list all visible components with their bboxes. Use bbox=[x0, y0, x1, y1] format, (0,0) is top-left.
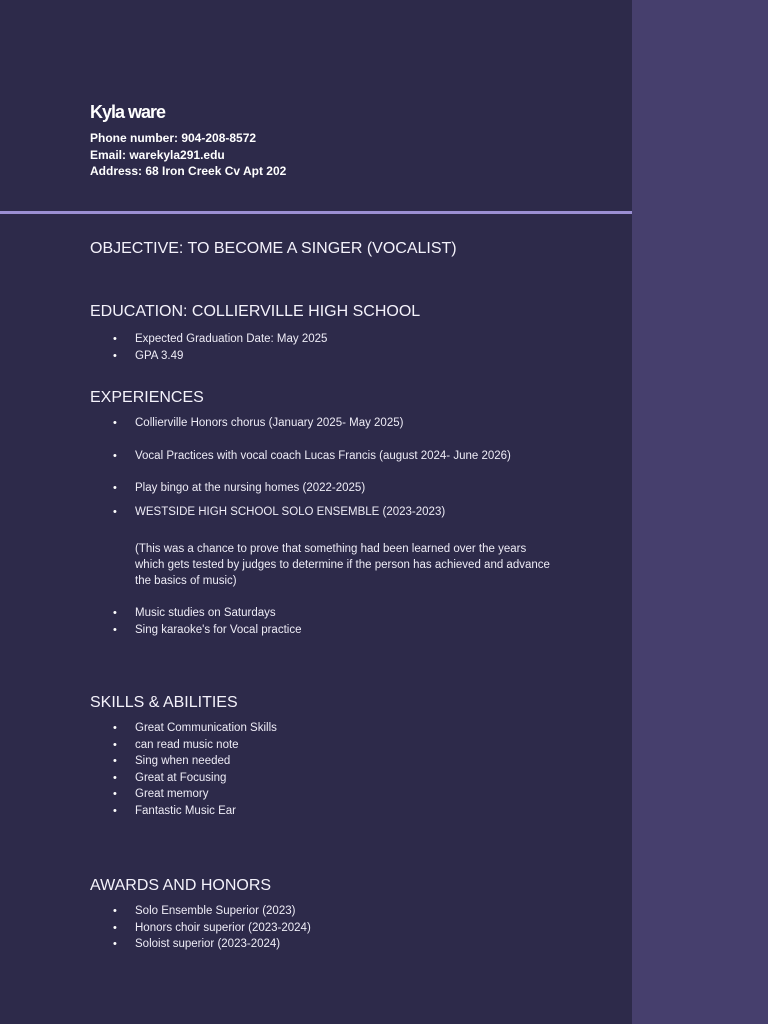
awards-section bbox=[90, 876, 610, 953]
skills-list bbox=[90, 720, 610, 819]
education-section bbox=[90, 302, 610, 364]
list-item: • Expected Graduation Date: May 2025 bbox=[90, 331, 610, 348]
list-item: • Fantastic Music Ear bbox=[90, 803, 610, 820]
sidebar-panel bbox=[632, 0, 768, 1024]
list-item: • Great at Focusing bbox=[90, 770, 610, 787]
email-address: Email: warekyla291.edu bbox=[90, 147, 225, 162]
skills-section bbox=[90, 693, 610, 819]
list-item: • Great memory bbox=[90, 786, 610, 803]
candidate-name: Kyla ware bbox=[90, 102, 166, 122]
list-item: • Sing when needed bbox=[90, 753, 610, 770]
resume-header bbox=[90, 100, 610, 180]
list-item: • GPA 3.49 bbox=[90, 348, 610, 365]
list-item: • Vocal Practices with vocal coach Lucas Francis (august 2024- June 2026) bbox=[90, 448, 610, 465]
list-item: • can read music note bbox=[90, 737, 610, 754]
experiences-list bbox=[90, 415, 610, 520]
experiences-list-continued bbox=[90, 605, 610, 638]
experiences-section bbox=[90, 388, 610, 638]
list-item: • Soloist superior (2023-2024) bbox=[90, 936, 610, 953]
list-item: • Collierville Honors chorus (January 2025- May 2025) bbox=[90, 415, 610, 432]
list-item: • Great Communication Skills bbox=[90, 720, 610, 737]
list-item: • Music studies on Saturdays bbox=[90, 605, 610, 622]
list-item: • Play bingo at the nursing homes (2022-2025) bbox=[90, 480, 610, 497]
objective-section bbox=[90, 239, 610, 259]
skills-heading: SKILLS & ABILITIES bbox=[90, 694, 238, 711]
list-item: • WESTSIDE HIGH SCHOOL SOLO ENSEMBLE (2023-2023) bbox=[90, 504, 610, 521]
experience-note: (This was a chance to prove that something had been learned over the years which gets tested by judges to determine if the person has achieved and advance the basics of music) bbox=[135, 543, 550, 587]
list-item: • Sing karaoke's for Vocal practice bbox=[90, 622, 610, 639]
awards-list bbox=[90, 903, 610, 953]
phone-number: Phone number: 904-208-8572 bbox=[90, 131, 257, 145]
education-list bbox=[90, 331, 610, 364]
home-address: Address: 68 Iron Creek Cv Apt 202 bbox=[90, 164, 287, 178]
experiences-heading: EXPERIENCES bbox=[90, 389, 204, 406]
header-divider bbox=[0, 211, 632, 214]
awards-heading: AWARDS AND HONORS bbox=[90, 877, 272, 894]
objective-heading: OBJECTIVE: TO BECOME A SINGER (VOCALIST) bbox=[90, 240, 457, 257]
education-heading: EDUCATION: COLLIERVILLE HIGH SCHOOL bbox=[90, 303, 421, 320]
list-item: • Solo Ensemble Superior (2023) bbox=[90, 903, 610, 920]
list-item: • Honors choir superior (2023-2024) bbox=[90, 920, 610, 937]
